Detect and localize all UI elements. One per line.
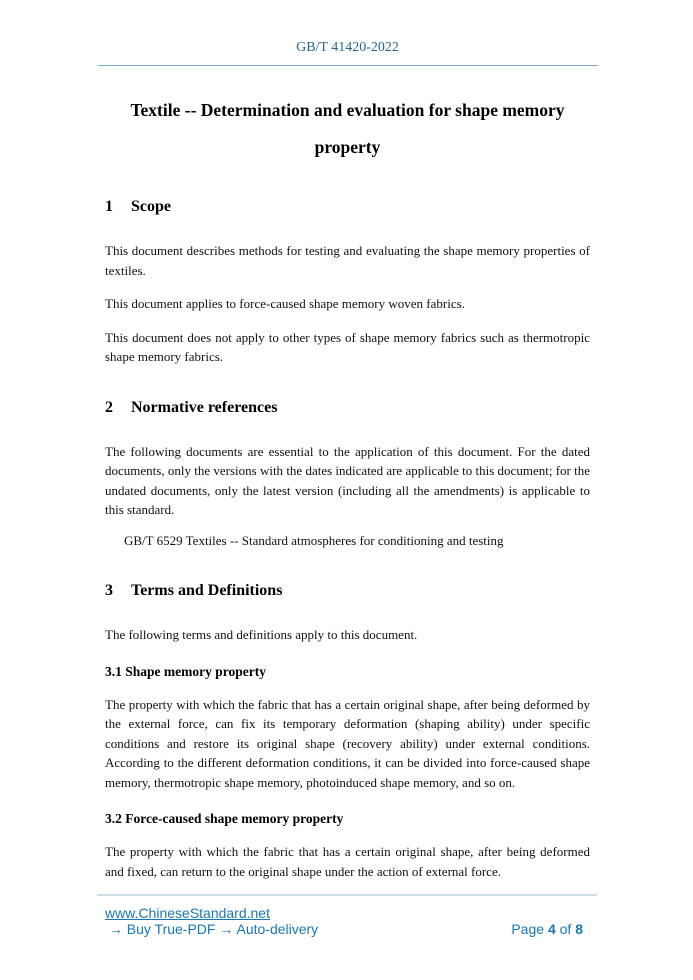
website-link[interactable]: www.ChineseStandard.net <box>105 905 270 921</box>
standard-code-header: GB/T 41420-2022 <box>296 40 399 55</box>
section-3-title: Terms and Definitions <box>131 582 283 599</box>
reference-entry: GB/T 6529 Textiles -- Standard atmospheres for conditioning and testing <box>124 532 504 548</box>
page-of-label: of <box>555 921 576 937</box>
paragraph: The property with which the fabric that has a certain original shape, after being deformed and fixed, can return to the original shape under the action of external force. <box>105 844 590 879</box>
header-rule <box>98 65 598 66</box>
section-2-heading <box>105 397 590 419</box>
page-footer <box>97 894 597 953</box>
footer-left <box>105 905 480 937</box>
page-label: Page <box>511 921 548 937</box>
paragraph: The following documents are essential to the application of this document. For the dated documents, only the versions with the dates indicated are applicable to this document; for the undated documents, only the latest version (including all the amendments) is applicable to this standard. <box>105 443 590 517</box>
page-content <box>105 0 590 881</box>
footer-rule <box>97 894 597 896</box>
section-3-number: 3 <box>105 582 113 599</box>
paragraph: This document applies to force-caused shape memory woven fabrics. <box>105 296 465 311</box>
page-total: 8 <box>575 921 583 937</box>
section-3-heading <box>105 580 590 602</box>
paragraph: This document describes methods for testing and evaluating the shape memory properties of textiles. <box>105 243 590 278</box>
paragraph: The following terms and definitions apply to this document. <box>105 627 418 642</box>
footer-row <box>97 905 597 953</box>
page-indicator <box>480 905 583 953</box>
paragraph: The property with which the fabric that has a certain original shape, after being deformed by the external force, can fix its temporary deformation (shaping ability) under specific conditions and restore its original shape (recovery ability) under external conditions. According to the different deformation conditions, it can be divided into force-caused shape memory, thermotropic shape memory, photoinduced shape memory, and so on. <box>105 696 590 790</box>
document-title: Textile -- Determination and evaluation for shape memory property <box>130 100 565 157</box>
section-1-number: 1 <box>105 198 113 215</box>
footer-delivery-text: → Buy True-PDF → Auto-delivery <box>105 921 319 937</box>
section-2-number: 2 <box>105 398 113 416</box>
section-2-title: Normative references <box>131 398 278 416</box>
paragraph: This document does not apply to other types of shape memory fabrics such as thermotropic shape memory fabrics. <box>105 329 590 364</box>
section-1-heading <box>105 196 590 218</box>
page-current: 4 <box>547 921 556 937</box>
subsection-3-2-heading: 3.2 Force-caused shape memory property <box>105 811 344 826</box>
section-1-title: Scope <box>131 198 171 215</box>
subsection-3-1-heading: 3.1 Shape memory property <box>105 663 266 679</box>
